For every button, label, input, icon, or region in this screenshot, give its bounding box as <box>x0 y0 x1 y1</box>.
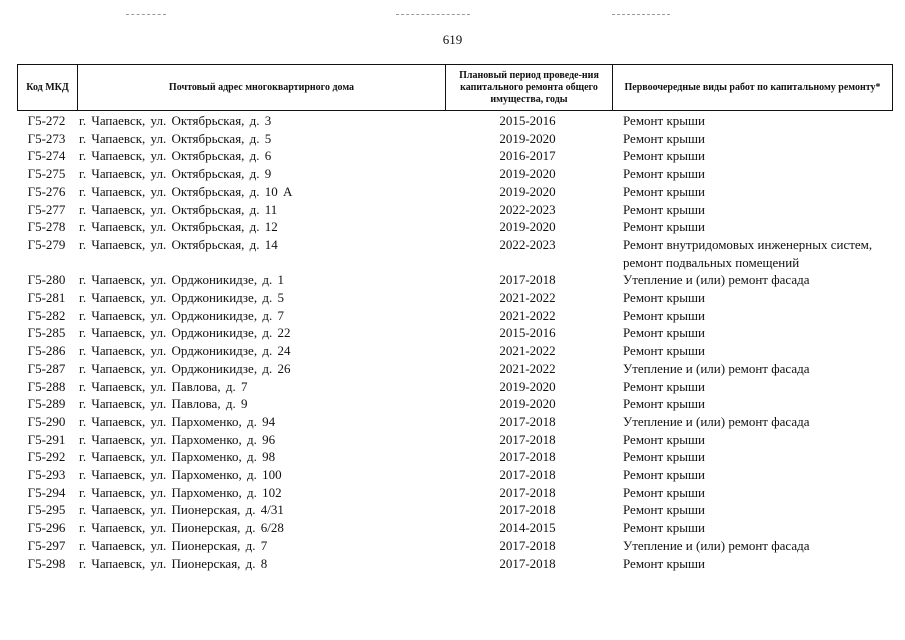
row-works: Ремонт крыши <box>623 520 705 536</box>
page-number: 619 <box>442 32 463 47</box>
table-row <box>17 413 893 431</box>
table-row <box>17 201 893 219</box>
row-period: 2019-2020 <box>499 166 556 182</box>
header-code: Код МКД <box>26 81 69 93</box>
row-period: 2017-2018 <box>499 502 556 518</box>
row-period: 2014-2015 <box>499 520 556 536</box>
row-code: Г5-297 <box>27 537 66 553</box>
row-period: 2019-2020 <box>499 378 556 394</box>
row-code: Г5-294 <box>27 484 66 500</box>
table-row <box>17 147 893 165</box>
row-period: 2017-2018 <box>499 449 556 465</box>
row-address: г. Чапаевск, ул. Октябрьская, д. 3 <box>79 113 272 128</box>
row-works: Ремонт крыши <box>623 555 705 571</box>
row-code: Г5-296 <box>27 520 66 536</box>
row-period: 2022-2023 <box>499 236 556 252</box>
row-address: г. Чапаевск, ул. Октябрьская, д. 6 <box>79 148 272 164</box>
row-address: г. Чапаевск, ул. Павлова, д. 9 <box>79 396 248 412</box>
table-row <box>17 289 893 307</box>
row-period: 2017-2018 <box>499 413 556 429</box>
row-period: 2021-2022 <box>499 307 556 323</box>
row-address: г. Чапаевск, ул. Пионерская, д. 7 <box>79 537 268 553</box>
row-works: Ремонт крыши <box>623 343 705 359</box>
row-address: г. Чапаевск, ул. Октябрьская, д. 12 <box>79 219 278 235</box>
row-code: Г5-289 <box>27 396 66 412</box>
table-row <box>17 484 893 502</box>
row-address: г. Чапаевск, ул. Октябрьская, д. 9 <box>79 166 272 182</box>
row-code: Г5-295 <box>27 502 66 518</box>
row-works: Ремонт крыши <box>623 467 705 483</box>
table-row <box>17 431 893 449</box>
row-period: 2021-2022 <box>499 290 556 306</box>
row-works: Ремонт внутридомовых инженерных систем, ремонт подвальных помещений <box>623 236 873 270</box>
row-address: г. Чапаевск, ул. Пархоменко, д. 94 <box>79 413 276 429</box>
row-code: Г5-291 <box>27 431 66 447</box>
row-works: Утепление и (или) ремонт фасада <box>623 413 810 429</box>
row-works: Утепление и (или) ремонт фасада <box>623 537 810 553</box>
table-row <box>17 395 893 413</box>
row-address: г. Чапаевск, ул. Пионерская, д. 8 <box>79 555 268 571</box>
table-row <box>17 448 893 466</box>
table-row <box>17 324 893 342</box>
row-address: г. Чапаевск, ул. Октябрьская, д. 11 <box>79 201 278 217</box>
row-code: Г5-275 <box>27 166 66 182</box>
row-period: 2017-2018 <box>499 555 556 571</box>
row-address: г. Чапаевск, ул. Октябрьская, д. 14 <box>79 236 278 252</box>
row-code: Г5-287 <box>27 360 66 376</box>
row-period: 2017-2018 <box>499 467 556 483</box>
row-works: Ремонт крыши <box>623 325 705 341</box>
row-period: 2021-2022 <box>499 360 556 376</box>
row-code: Г5-278 <box>27 219 66 235</box>
row-code: Г5-290 <box>27 413 66 429</box>
row-works: Ремонт крыши <box>623 148 705 164</box>
row-code: Г5-298 <box>27 555 66 571</box>
scan-artifacts <box>0 14 905 18</box>
table-row <box>17 555 893 573</box>
table-row <box>17 378 893 396</box>
row-address: г. Чапаевск, ул. Пионерская, д. 4/31 <box>79 502 284 518</box>
table-row <box>17 165 893 183</box>
row-code: Г5-274 <box>27 148 66 164</box>
row-period: 2021-2022 <box>499 343 556 359</box>
row-period: 2019-2020 <box>499 130 556 146</box>
row-address: г. Чапаевск, ул. Октябрьская, д. 10 А <box>79 183 293 199</box>
row-period: 2017-2018 <box>499 537 556 553</box>
table-row <box>17 519 893 537</box>
row-code: Г5-277 <box>27 201 66 217</box>
row-works: Ремонт крыши <box>623 166 705 182</box>
table-row <box>17 360 893 378</box>
row-works: Ремонт крыши <box>623 201 705 217</box>
table-row <box>17 537 893 555</box>
row-works: Ремонт крыши <box>623 290 705 306</box>
row-works: Ремонт крыши <box>623 130 705 146</box>
table-row <box>17 183 893 201</box>
row-code: Г5-292 <box>27 449 66 465</box>
row-address: г. Чапаевск, ул. Октябрьская, д. 5 <box>79 130 272 146</box>
table-row <box>17 112 893 130</box>
row-works: Ремонт крыши <box>623 219 705 235</box>
header-period: Плановый период проведе-ния капитального ремонта общего имущества, годы <box>445 65 612 110</box>
row-address: г. Чапаевск, ул. Орджоникидзе, д. 24 <box>79 343 291 359</box>
row-period: 2019-2020 <box>499 396 556 412</box>
row-address: г. Чапаевск, ул. Орджоникидзе, д. 5 <box>79 290 284 306</box>
row-address: г. Чапаевск, ул. Орджоникидзе, д. 1 <box>79 272 284 288</box>
header-address: Почтовый адрес многоквартирного дома <box>77 65 445 110</box>
row-works: Ремонт крыши <box>623 484 705 500</box>
row-works: Утепление и (или) ремонт фасада <box>623 272 810 288</box>
table-row <box>17 130 893 148</box>
row-period: 2016-2017 <box>499 148 556 164</box>
row-works: Утепление и (или) ремонт фасада <box>623 360 810 376</box>
row-works: Ремонт крыши <box>623 449 705 465</box>
row-code: Г5-279 <box>27 236 66 252</box>
row-address: г. Чапаевск, ул. Орджоникидзе, д. 22 <box>79 325 291 341</box>
row-code: Г5-273 <box>27 130 66 146</box>
row-code: Г5-285 <box>27 325 66 341</box>
row-address: г. Чапаевск, ул. Пионерская, д. 6/28 <box>79 520 284 536</box>
table-row <box>17 218 893 236</box>
row-code: Г5-288 <box>27 378 66 394</box>
row-works: Ремонт крыши <box>623 113 705 128</box>
row-works: Ремонт крыши <box>623 431 705 447</box>
row-code: Г5-272 <box>27 113 66 128</box>
row-code: Г5-276 <box>27 183 66 199</box>
row-address: г. Чапаевск, ул. Орджоникидзе, д. 26 <box>79 360 291 376</box>
table-row <box>17 271 893 289</box>
row-works: Ремонт крыши <box>623 378 705 394</box>
row-period: 2022-2023 <box>499 201 556 217</box>
row-code: Г5-281 <box>27 290 66 306</box>
row-period: 2017-2018 <box>499 431 556 447</box>
table-row <box>17 307 893 325</box>
row-period: 2015-2016 <box>499 113 556 128</box>
row-period: 2017-2018 <box>499 272 556 288</box>
table-header <box>17 64 893 111</box>
row-address: г. Чапаевск, ул. Пархоменко, д. 96 <box>79 431 276 447</box>
table-row <box>17 236 893 271</box>
row-code: Г5-286 <box>27 343 66 359</box>
row-works: Ремонт крыши <box>623 307 705 323</box>
row-works: Ремонт крыши <box>623 396 705 412</box>
row-address: г. Чапаевск, ул. Пархоменко, д. 102 <box>79 484 282 500</box>
row-address: г. Чапаевск, ул. Орджоникидзе, д. 7 <box>79 307 284 323</box>
row-period: 2015-2016 <box>499 325 556 341</box>
row-works: Ремонт крыши <box>623 183 705 199</box>
table-row <box>17 466 893 484</box>
row-period: 2019-2020 <box>499 183 556 199</box>
row-code: Г5-293 <box>27 467 66 483</box>
row-code: Г5-280 <box>27 272 66 288</box>
row-address: г. Чапаевск, ул. Павлова, д. 7 <box>79 378 248 394</box>
header-works: Первоочередные виды работ по капитальному ремонту* <box>612 65 892 110</box>
table-body <box>17 112 893 572</box>
table-row <box>17 342 893 360</box>
row-code: Г5-282 <box>27 307 66 323</box>
table-row <box>17 501 893 519</box>
row-period: 2017-2018 <box>499 484 556 500</box>
row-address: г. Чапаевск, ул. Пархоменко, д. 98 <box>79 449 276 465</box>
row-works: Ремонт крыши <box>623 502 705 518</box>
row-period: 2019-2020 <box>499 219 556 235</box>
row-address: г. Чапаевск, ул. Пархоменко, д. 100 <box>79 467 282 483</box>
